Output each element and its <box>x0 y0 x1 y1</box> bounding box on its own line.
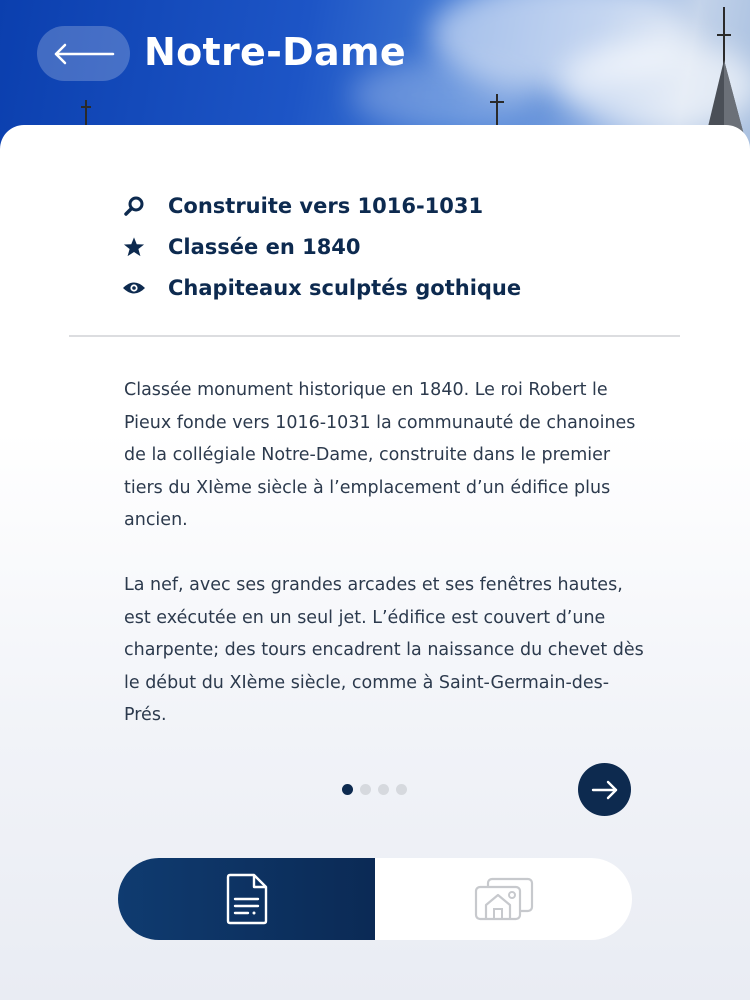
document-icon <box>224 873 270 925</box>
page-dot[interactable] <box>378 784 389 795</box>
fact-item-classification <box>122 226 521 267</box>
content-card <box>0 125 750 1000</box>
fact-item-feature <box>122 267 521 308</box>
fact-text: Classée en 1840 <box>168 234 361 259</box>
description-text <box>124 374 644 732</box>
fact-text: Chapiteaux sculptés gothique <box>168 275 522 300</box>
next-button[interactable] <box>578 763 631 816</box>
description-paragraph: La nef, avec ses grandes arcades et ses fenêtres hautes, est exécutée en un seul jet. L’édifice est couvert d’une charpente; des tours encadrent la naissance du chevet dès le début du XIème siècle, comme à Saint-Germain-des-Prés. <box>124 575 644 725</box>
back-button[interactable] <box>37 26 130 81</box>
spire-icon <box>700 5 750 135</box>
cross-icon <box>78 98 94 128</box>
cross-icon <box>487 92 507 128</box>
page-title: Notre-Dame <box>144 30 406 74</box>
arrow-left-icon <box>53 43 115 65</box>
search-icon <box>122 194 146 218</box>
photos-icon <box>474 877 534 921</box>
fact-text: Construite vers 1016-1031 <box>168 193 484 218</box>
facts-list <box>122 185 521 308</box>
fact-item-construction <box>122 185 521 226</box>
eye-icon <box>122 276 146 300</box>
star-icon <box>122 235 146 259</box>
tab-photos[interactable] <box>375 858 632 940</box>
pagination-dots <box>342 784 407 795</box>
bottom-tab-bar <box>118 858 632 940</box>
tab-text[interactable] <box>118 858 375 940</box>
page-dot[interactable] <box>360 784 371 795</box>
divider <box>69 335 680 337</box>
page-dot-active[interactable] <box>342 784 353 795</box>
page-dot[interactable] <box>396 784 407 795</box>
description-paragraph: Classée monument historique en 1840. Le roi Robert le Pieux fonde vers 1016-1031 la communauté de chanoines de la collégiale Notre-Dame, construite dans le premier tiers du XIème siècle à l’emplacement d’un édifice plus ancien. <box>124 380 636 530</box>
arrow-right-icon <box>591 780 619 800</box>
